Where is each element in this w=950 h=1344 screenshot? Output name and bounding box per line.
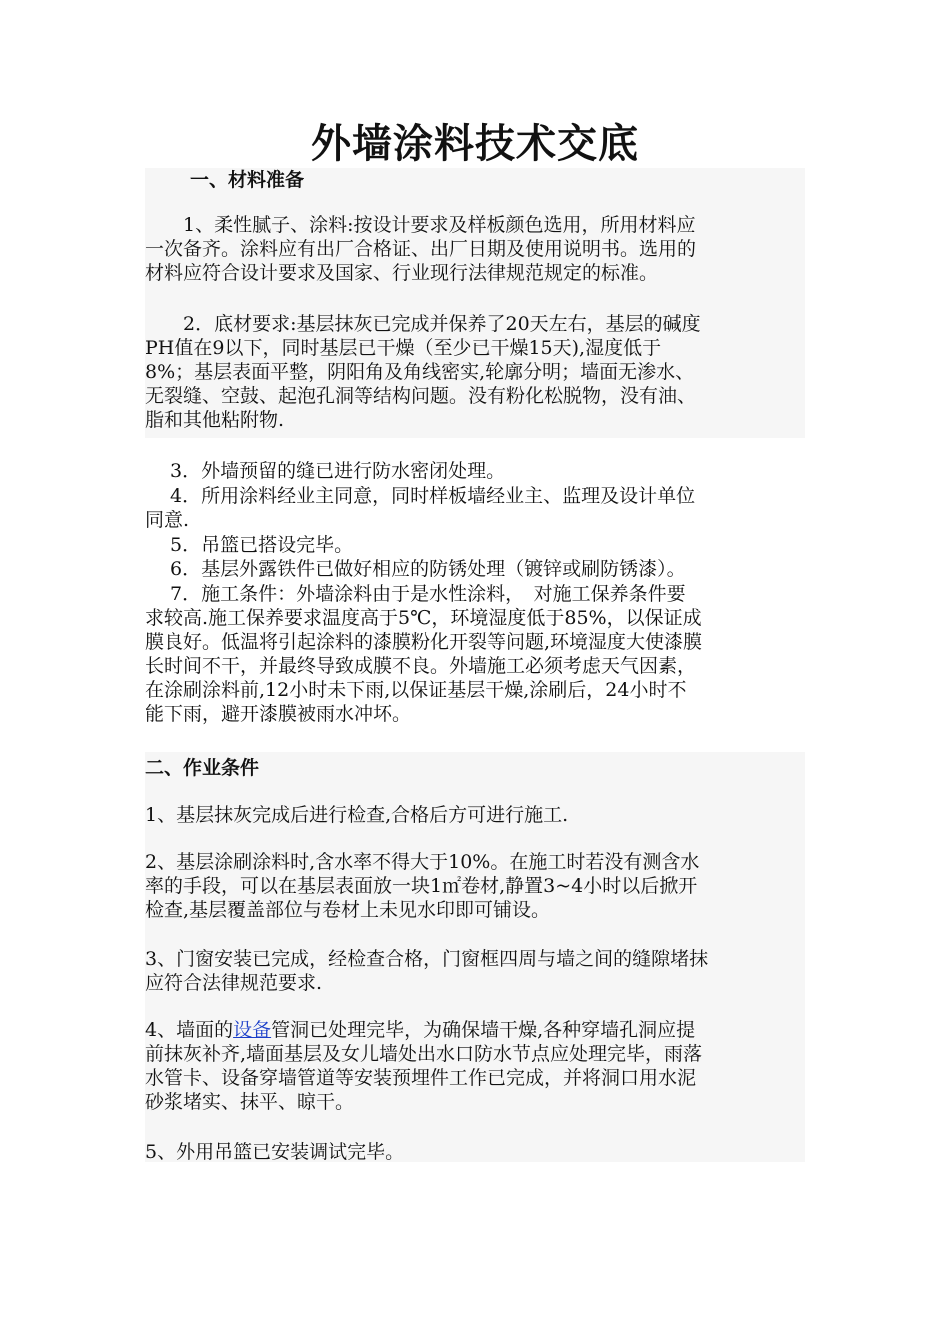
section1-paragraph-5: 5．吊篮已搭设完毕。 [145, 534, 354, 556]
section2-paragraph-4: 4、墙面的设备管洞已处理完毕，为确保墙干燥,各种穿墙孔洞应提 前抹灰补齐,墙面基层及女儿墙处出水口防水节点应处理完毕，雨落 水管卡、设备穿墙管道等安装预埋件工作已完成，并将洞口用水泥 砂浆堵实、抹平、晾干。 [145, 1019, 703, 1113]
section2-paragraph-3: 3、门窗安装已完成，经检查合格，门窗框四周与墙之间的缝隙堵抹 应符合法律规范要求. [145, 948, 709, 994]
equipment-link[interactable]: 设备 [233, 1019, 272, 1041]
section1-paragraph-1: 1、柔性腻子、涂料:按设计要求及样板颜色选用，所用材料应 一次备齐。涂料应有出厂合格证、出厂日期及使用说明书。选用的 材料应符合设计要求及国家、行业现行法律规范规定的标准。 [145, 214, 697, 284]
section2-paragraph-1: 1、基层抹灰完成后进行检查,合格后方可进行施工. [145, 804, 569, 826]
section2-paragraph-2: 2、基层涂刷涂料时,含水率不得大于10%。在施工时若没有测含水 率的手段，可以在基层表面放一块1㎡卷材,静置3~4小时以后掀开 检查,基层覆盖部位与卷材上未见水印即可铺设。 [145, 851, 700, 921]
section1-paragraph-6: 6．基层外露铁件已做好相应的防锈处理（镀锌或刷防锈漆）。 [145, 558, 686, 580]
section2-paragraph-5: 5、外用吊篮已安装调试完毕。 [145, 1141, 405, 1163]
section2-heading: 二、作业条件 [145, 757, 260, 779]
section1-paragraph-7: 7．施工条件：外墙涂料由于是水性涂料， 对施工保养条件要 求较高.施工保养要求温度高于5℃，环境湿度低于85%，以保证成 膜良好。低温将引起涂料的漆膜粉化开裂等问题,环境湿度大使漆膜 长时间不干，并最终导致成膜不良。外墙施工必须考虑天气因素， 在涂刷涂料前,12小时未下雨,以保证基层干燥,涂刷后，24小时不 能下雨，避开漆膜被雨水冲坏。 [145, 583, 703, 725]
section1-paragraph-4: 4．所用涂料经业主同意，同时样板墙经业主、监理及设计单位 同意. [145, 485, 696, 531]
page-title: 外墙涂料技术交底 [311, 121, 639, 167]
section1-heading: 一、材料准备 [190, 169, 305, 191]
section1-paragraph-2: 2．底材要求:基层抹灰已完成并保养了20天左右，基层的碱度 PH值在9以下，同时基层已干燥（至少已干燥15天),湿度低于 8%；基层表面平整，阴阳角及角线密实,轮廓分明；墙面无渗水、 无裂缝、空鼓、起泡孔洞等结构问题。没有粉化松脱物，没有油、 脂和其他粘附物. [145, 313, 701, 431]
section1-paragraph-3: 3．外墙预留的缝已进行防水密闭处理。 [145, 460, 506, 482]
